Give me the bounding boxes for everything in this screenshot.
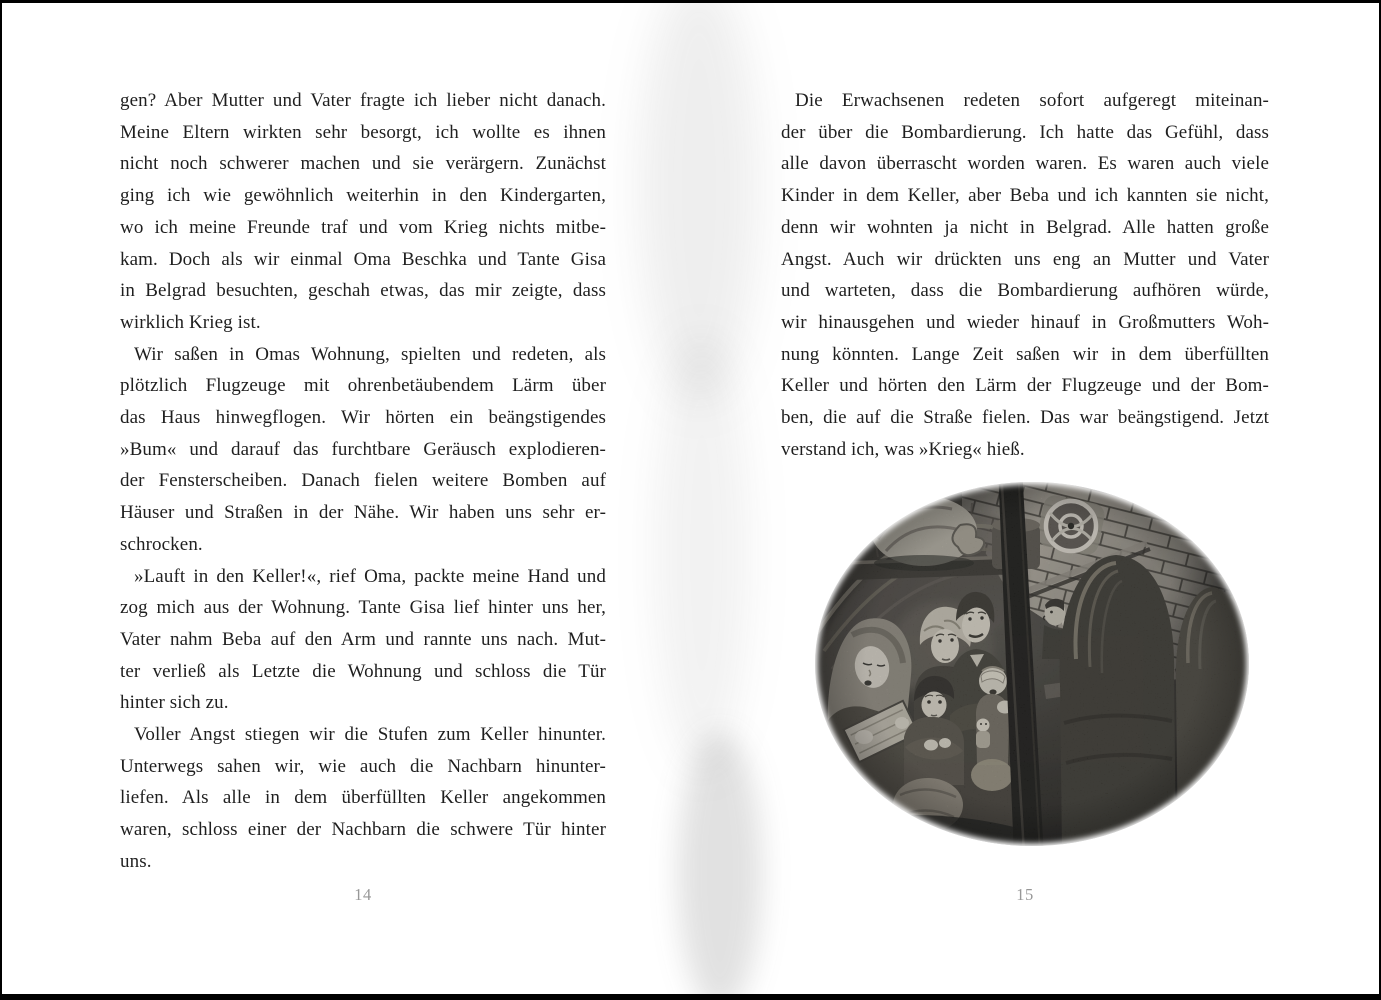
text-line: »Bum« und darauf das furchtbare Geräusch explodieren- xyxy=(120,438,606,460)
text-line: Keller und hörten den Lärm der Flugzeuge und der Bom- xyxy=(781,375,1269,397)
text-line: plötzlich Flugzeuge mit ohrenbetäubendem Lärm über xyxy=(120,375,606,397)
text-line: ter verließ als Letzte die Wohnung und schloss die Tür xyxy=(120,660,606,682)
text-line: wo ich meine Freunde traf und vom Krieg nichts mitbe- xyxy=(120,216,606,238)
page-fold-shadow xyxy=(640,0,758,403)
page-left xyxy=(120,3,606,994)
text-line: alle davon überrascht worden waren. Es waren auch viele xyxy=(781,153,1269,175)
text-line: das Haus hinwegflogen. Wir hörten ein beängstigendes xyxy=(120,407,606,429)
text-line: Vater nahm Beba auf den Arm und rannte uns nach. Mut- xyxy=(120,628,606,650)
text-line: hinter sich zu. xyxy=(120,692,229,714)
text-line: Die Erwachsenen redeten sofort aufgeregt miteinan- xyxy=(795,90,1269,111)
text-line: Unterwegs sahen wir, wie auch die Nachbarn hinunter- xyxy=(120,755,606,777)
text-line: wirklich Krieg ist. xyxy=(120,311,261,333)
page-fold-shadow xyxy=(678,733,762,1000)
text-line: ben, die auf die Straße fielen. Das war beängstigend. Jetzt xyxy=(781,407,1269,429)
text-line: und warteten, dass die Bombardierung aufhören würde, xyxy=(781,280,1269,302)
text-line: Kinder in dem Keller, aber Beba und ich kannten sie nicht, xyxy=(781,185,1269,207)
page-number-left: 14 xyxy=(354,885,372,904)
page-text xyxy=(781,85,1269,465)
text-line: gen? Aber Mutter und Vater fragte ich lieber nicht danach. xyxy=(120,90,606,111)
page-text xyxy=(120,85,606,878)
text-line: ging ich wie gewöhnlich weiterhin in den Kindergarten, xyxy=(120,185,606,207)
text-line: Wir saßen in Omas Wohnung, spielten und redeten, als xyxy=(134,343,606,365)
text-line: Angst. Auch wir drückten uns eng an Mutter und Vater xyxy=(781,248,1269,270)
text-line: liefen. Als alle in dem überfüllten Keller angekommen xyxy=(120,787,606,809)
text-line: der Fensterscheiben. Danach fielen weitere Bomben auf xyxy=(120,470,606,492)
cellar-shelter-illustration xyxy=(812,473,1252,851)
text-line: kam. Doch als wir einmal Oma Beschka und Tante Gisa xyxy=(120,248,606,270)
text-line: in Belgrad besuchten, geschah etwas, das mir zeigte, dass xyxy=(120,280,606,302)
text-line: der über die Bombardierung. Ich hatte das Gefühl, dass xyxy=(781,121,1269,143)
text-line: denn wir wohnten ja nicht in Belgrad. Alle hatten große xyxy=(781,216,1269,238)
text-line: uns. xyxy=(120,850,152,872)
text-line: waren, schloss einer der Nachbarn die schwere Tür hinter xyxy=(120,819,606,841)
page-fold-shadow xyxy=(654,333,750,773)
text-line: schrocken. xyxy=(120,533,203,555)
text-line: nung könnten. Lange Zeit saßen wir in dem überfüllten xyxy=(781,343,1269,365)
text-line: Häuser und Straßen in der Nähe. Wir haben uns sehr er- xyxy=(120,502,606,524)
text-line: verstand ich, was »Krieg« hieß. xyxy=(781,438,1025,460)
text-line: »Lauft in den Keller!«, rief Oma, packte meine Hand und xyxy=(134,565,606,587)
text-line: Meine Eltern wirkten sehr besorgt, ich wollte es ihnen xyxy=(120,121,606,143)
text-line: nicht noch schwerer machen und sie verärgern. Zunächst xyxy=(120,153,606,175)
page-number-right: 15 xyxy=(1016,885,1034,904)
text-line: Voller Angst stiegen wir die Stufen zum Keller hinunter. xyxy=(134,724,606,746)
text-line: wir hinausgehen und wieder hinauf in Großmutters Woh- xyxy=(781,311,1269,333)
text-line: zog mich aus der Wohnung. Tante Gisa lief hinter uns her, xyxy=(120,597,606,619)
